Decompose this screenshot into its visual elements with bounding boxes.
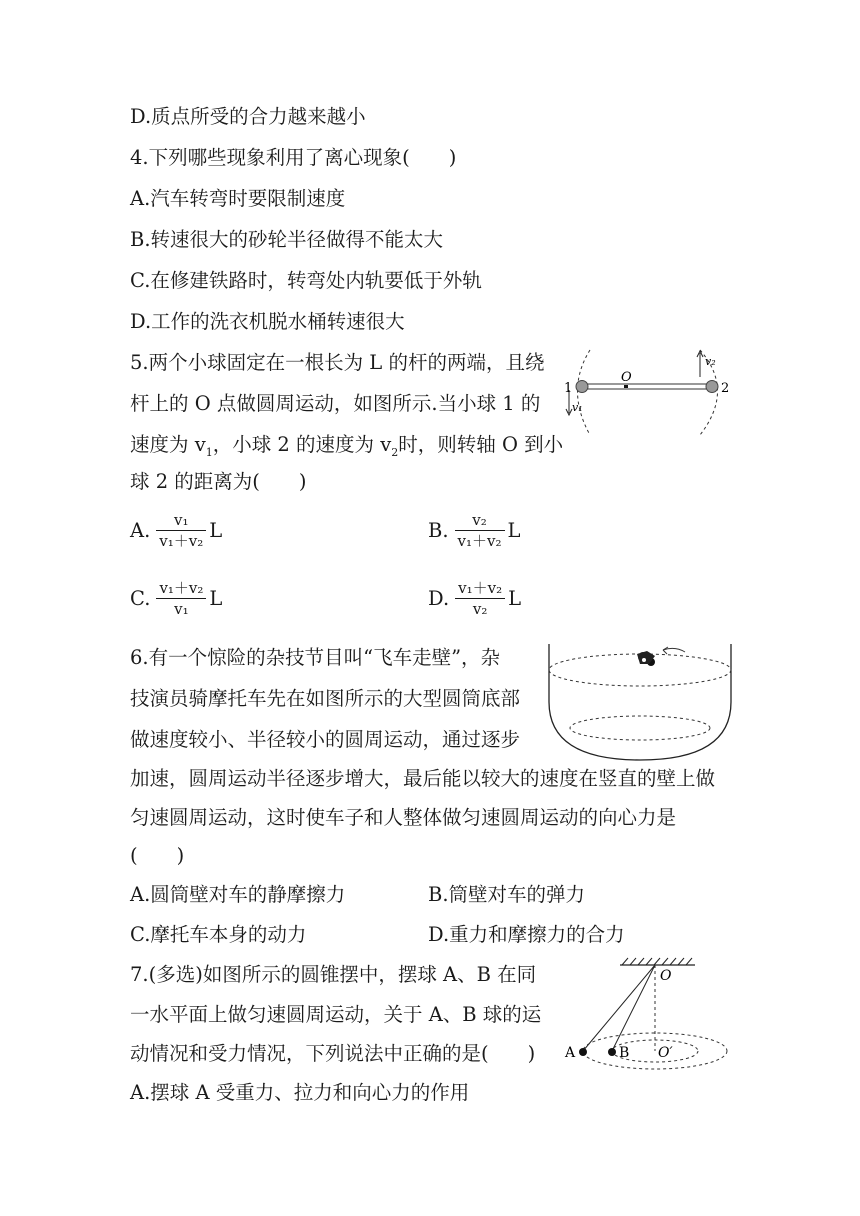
q6-stem-line5: 匀速圆周运动，这时使车子和人整体做匀速圆周运动的向心力是 bbox=[130, 806, 677, 829]
q6-option-b: B.筒壁对车的弹力 bbox=[428, 883, 586, 906]
fig5-label-2: 2 bbox=[721, 381, 730, 396]
fig7-label-o-prime: O′ bbox=[658, 1045, 673, 1061]
q6-cylinder-figure bbox=[545, 640, 735, 765]
q5-rod-figure bbox=[560, 345, 740, 440]
q7-stem-line1: 7.(多选)如图所示的圆锥摆中，摆球 A、B 在同 bbox=[130, 963, 537, 986]
q6-stem-line3: 做速度较小、半径较小的圆周运动，通过逐步 bbox=[130, 728, 521, 751]
q6-option-a: A.圆筒壁对车的静摩擦力 bbox=[130, 883, 346, 906]
q6-stem-line1: 6.有一个惊险的杂技节目叫“飞车走壁”，杂 bbox=[130, 646, 501, 669]
q7-stem-line2: 一水平面上做匀速圆周运动，关于 A、B 球的运 bbox=[130, 1003, 542, 1026]
q5-option-c: C. $\frac{\text{v₁＋v₂}}{\text{v₁}}$ L bbox=[130, 579, 223, 618]
q4-option-d: D.工作的洗衣机脱水桶转速很大 bbox=[130, 310, 405, 333]
q5-option-b: B. $\frac{\text{v₂}}{\text{v₁＋v₂}}$ L bbox=[428, 511, 521, 550]
motorcycle-icon bbox=[637, 651, 655, 666]
q5-stem-line1: 5.两个小球固定在一根长为 L 的杆的两端，且绕 bbox=[130, 351, 545, 374]
fig7-label-a: A bbox=[565, 1045, 576, 1061]
q6-stem-line6: ( ) bbox=[130, 844, 185, 867]
fig5-label-1: 1 bbox=[564, 381, 573, 396]
q7-stem-line3: 动情况和受力情况，下列说法中正确的是( ) bbox=[130, 1042, 536, 1065]
q3-option-d: D.质点所受的合力越来越小 bbox=[130, 105, 366, 128]
q5-stem-line2: 杆上的 O 点做圆周运动，如图所示.当小球 1 的 bbox=[130, 392, 541, 415]
q5-stem-line3: 速度为 $v_1$，小球 2 的速度为 $v_2$时，则转轴 O 到小 bbox=[130, 433, 564, 459]
q7-option-a: A.摆球 A 受重力、拉力和向心力的作用 bbox=[130, 1081, 470, 1104]
q6-option-c: C.摩托车本身的动力 bbox=[130, 923, 307, 946]
q5-stem-line4: 球 2 的距离为( ) bbox=[130, 470, 307, 493]
q6-option-d: D.重力和摩擦力的合力 bbox=[428, 923, 625, 946]
q6-stem-line2: 技演员骑摩托车先在如图所示的大型圆筒底部 bbox=[130, 687, 521, 710]
q4-option-b: B.转速很大的砂轮半径做得不能太大 bbox=[130, 228, 444, 251]
fig7-label-b: B bbox=[619, 1045, 630, 1061]
q6-stem-line4: 加速，圆周运动半径逐步增大，最后能以较大的速度在竖直的壁上做 bbox=[130, 767, 716, 790]
q4-option-a: A.汽车转弯时要限制速度 bbox=[130, 187, 346, 210]
fig5-label-o: O bbox=[621, 370, 632, 385]
fig5-label-v2: v₂ bbox=[705, 355, 716, 368]
q4-stem: 4.下列哪些现象利用了离心现象( ) bbox=[130, 146, 457, 169]
q7-conical-pendulum-figure bbox=[560, 955, 740, 1070]
fig7-label-o: O bbox=[660, 968, 672, 984]
q5-option-a: A. $\frac{\text{v₁}}{\text{v₁＋v₂}}$ L bbox=[130, 511, 223, 550]
fig5-label-v1: v₁ bbox=[572, 401, 583, 414]
q4-option-c: C.在修建铁路时，转弯处内轨要低于外轨 bbox=[130, 269, 482, 292]
q5-option-d: D. $\frac{\text{v₁＋v₂}}{\text{v₂}}$ L bbox=[428, 579, 522, 618]
